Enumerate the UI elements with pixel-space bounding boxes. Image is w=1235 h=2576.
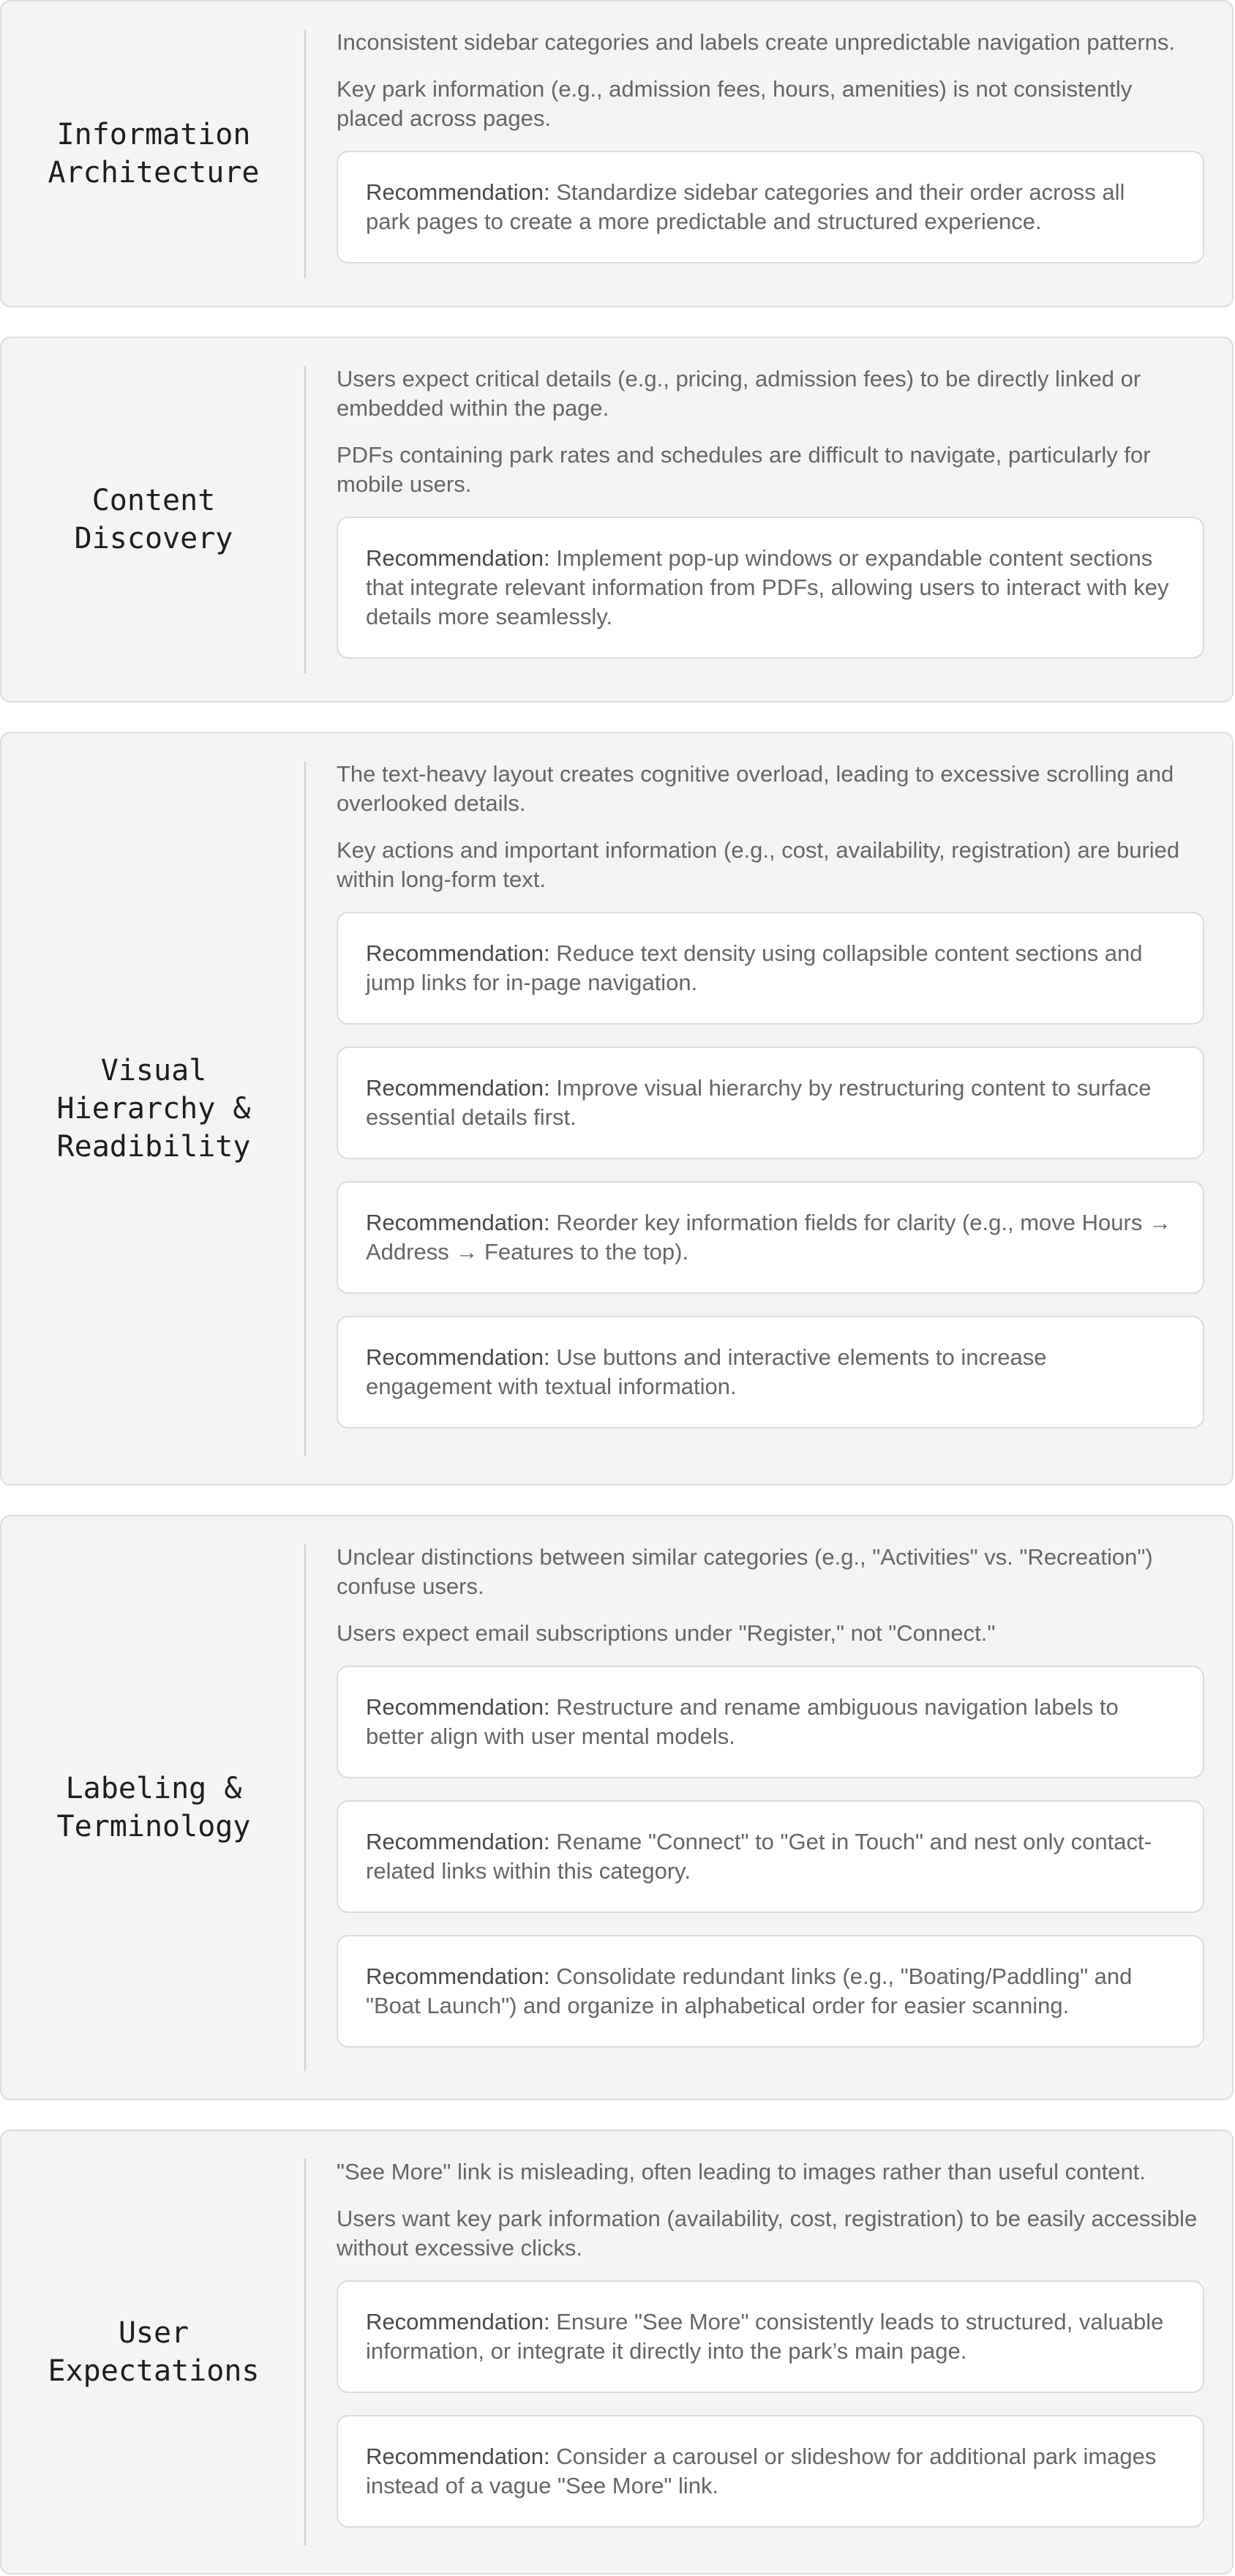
divider <box>304 29 306 278</box>
divider <box>304 761 306 1456</box>
recommendation-label: Recommendation: <box>366 1344 550 1370</box>
recommendation-card <box>337 1800 1204 1913</box>
recommendation-label: Recommendation: <box>366 2444 550 2469</box>
divider <box>304 2159 306 2545</box>
finding-text: Users expect email subscriptions under "Register," not "Connect." <box>337 1620 996 1646</box>
category-title: User Expectations <box>48 2316 260 2388</box>
recommendation-text: Reorder key information fields for clarity (e.g., move Hours → Address → Features to the top). <box>366 1210 1171 1265</box>
finding-text: Key actions and important information (e.g., cost, availability, registration) are buried within long-form text. <box>337 837 1180 892</box>
recommendation-label: Recommendation: <box>366 545 550 571</box>
section-body <box>337 364 1204 681</box>
recommendation-card <box>337 912 1204 1025</box>
finding-text: Inconsistent sidebar categories and labels create unpredictable navigation patterns. <box>337 29 1176 55</box>
recommendation-label: Recommendation: <box>366 1075 550 1101</box>
recommendation-label: Recommendation: <box>366 1210 550 1235</box>
recommendation-text: Standardize sidebar categories and their order across all park pages to create a more predictable and structured experience. <box>366 179 1125 234</box>
recommendation-card <box>337 1935 1204 2048</box>
section-body <box>337 2157 1204 2550</box>
recommendation-text: Rename "Connect" to "Get in Touch" and nest only contact-related links within this category. <box>366 1829 1152 1884</box>
recommendation-card <box>337 2280 1204 2393</box>
recommendation-text: Improve visual hierarchy by restructuring content to surface essential details first. <box>366 1075 1152 1130</box>
section-body <box>337 28 1204 285</box>
recommendation-card <box>337 517 1204 659</box>
finding-text: Users expect critical details (e.g., pricing, admission fees) to be directly linked or embedded within the page. <box>337 366 1141 421</box>
finding-text: "See More" link is misleading, often leading to images rather than useful content. <box>337 2159 1146 2184</box>
section-visual-hierarchy <box>0 732 1234 1486</box>
section-content-discovery <box>0 337 1234 703</box>
recommendation-text: Implement pop-up windows or expandable content sections that integrate relevant information from PDFs, allowing users to interact with key details more seamlessly. <box>366 545 1169 629</box>
finding-text: Unclear distinctions between similar categories (e.g., "Activities" vs. "Recreation") confuse users. <box>337 1544 1153 1599</box>
finding-text: Key park information (e.g., admission fees, hours, amenities) is not consistently placed across pages. <box>337 76 1133 131</box>
recommendation-label: Recommendation: <box>366 2309 550 2334</box>
recommendation-card <box>337 2415 1204 2528</box>
finding-text: The text-heavy layout creates cognitive overload, leading to excessive scrolling and overlooked details. <box>337 761 1174 816</box>
recommendation-card <box>337 1666 1204 1778</box>
section-body <box>337 1543 1204 2070</box>
divider <box>304 366 306 673</box>
recommendation-text: Consider a carousel or slideshow for additional park images instead of a vague "See More" link. <box>366 2444 1157 2498</box>
recommendation-label: Recommendation: <box>366 1963 550 1989</box>
category-title: Labeling & Terminology <box>56 1772 251 1843</box>
recommendation-card <box>337 1181 1204 1294</box>
recommendation-text: Ensure "See More" consistently leads to structured, valuable information, or integrate it directly into the park’s main page. <box>366 2309 1164 2364</box>
recommendation-label: Recommendation: <box>366 940 550 966</box>
recommendation-text: Use buttons and interactive elements to increase engagement with textual information. <box>366 1344 1047 1399</box>
recommendation-text: Reduce text density using collapsible content sections and jump links for in-page navigation. <box>366 940 1143 995</box>
recommendation-label: Recommendation: <box>366 179 550 205</box>
category-title: Content Discovery <box>74 484 233 555</box>
finding-text: PDFs containing park rates and schedules are difficult to navigate, particularly for mobile users. <box>337 442 1151 497</box>
category-title: Information Architecture <box>48 118 260 190</box>
recommendation-text: Restructure and rename ambiguous navigation labels to better align with user mental models. <box>366 1694 1119 1749</box>
divider <box>304 1544 306 2071</box>
recommendation-card <box>337 1046 1204 1159</box>
finding-text: Users want key park information (availability, cost, registration) to be easily accessible without excessive clicks. <box>337 2206 1198 2261</box>
section-information-architecture <box>0 0 1234 307</box>
recommendation-card <box>337 151 1204 263</box>
section-user-expectations <box>0 2130 1234 2575</box>
section-body <box>337 760 1204 1450</box>
category-title: Visual Hierarchy & Readibility <box>56 1054 251 1164</box>
section-labeling-terminology <box>0 1515 1234 2100</box>
recommendation-label: Recommendation: <box>366 1829 550 1854</box>
recommendation-card <box>337 1316 1204 1429</box>
recommendation-label: Recommendation: <box>366 1694 550 1720</box>
recommendation-text: Consolidate redundant links (e.g., "Boating/Paddling" and "Boat Launch") and organize in alphabetical order for easier scanning. <box>366 1963 1133 2018</box>
